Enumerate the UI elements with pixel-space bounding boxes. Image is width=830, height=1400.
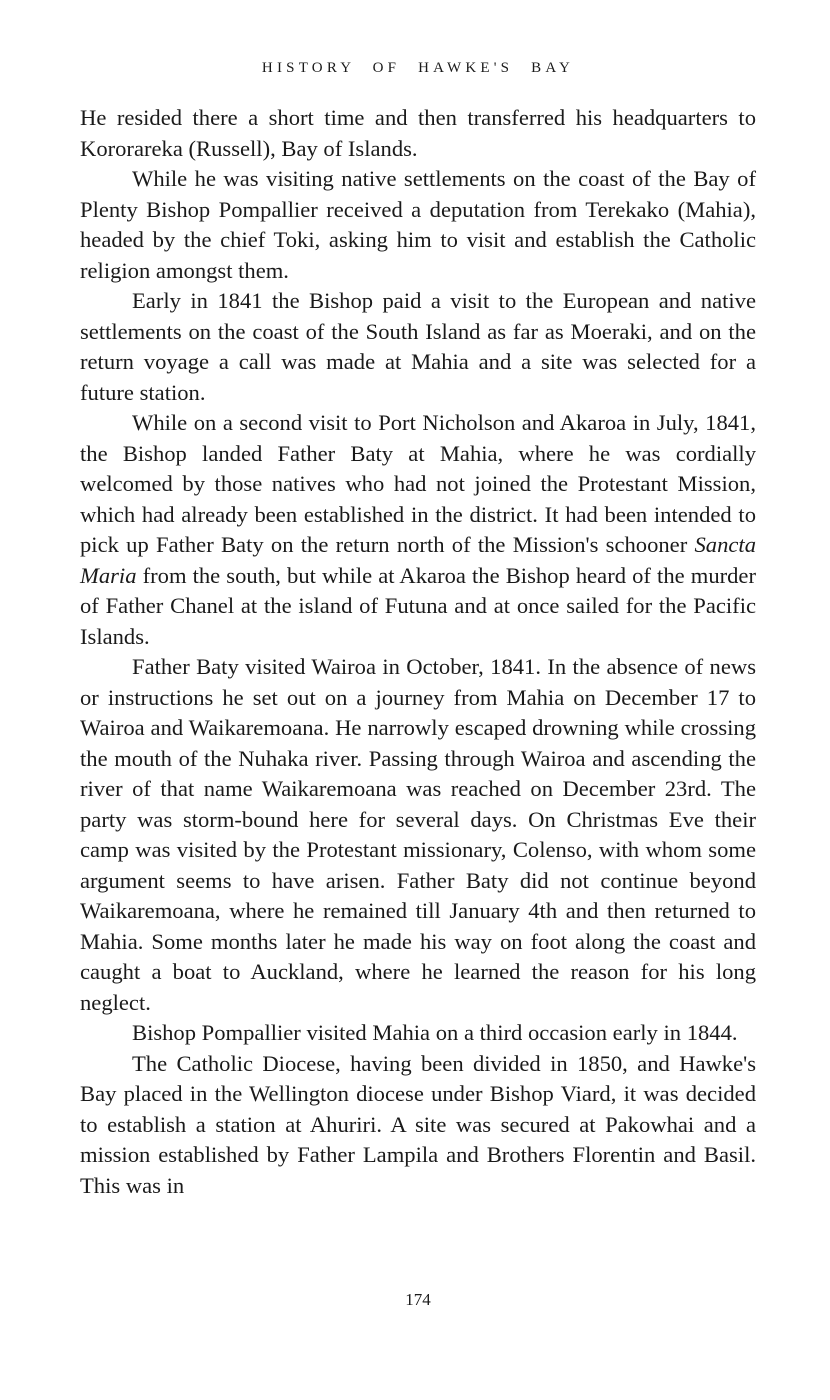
paragraph-4 (80, 408, 756, 652)
running-head: HISTORY OF HAWKE'S BAY (261, 60, 575, 76)
paragraph-2: While he was visiting native settlements on the coast of the Bay of Plenty Bishop Pompallier received a deputation from Terekako (Mahia), headed by the chief Toki, asking him to visit and establish the Catholic religion amongst them. (80, 166, 756, 283)
paragraph-3: Early in 1841 the Bishop paid a visit to the European and native settlements on the coast of the South Island as far as Moeraki, and on the return voyage a call was made at Mahia and a site was selected for a future station. (80, 288, 756, 405)
paragraph-5: Father Baty visited Wairoa in October, 1841. In the absence of news or instructions he set out on a journey from Mahia on December 17 to Wairoa and Waikaremoana. He narrowly escaped drowning while crossing the mouth of the Nuhaka river. Passing through Wairoa and ascending the river of that name Waikaremoana was reached on December 23rd. The party was storm-bound here for several days. On Christmas Eve their camp was visited by the Protestant missionary, Colenso, with whom some argument seems to have arisen. Father Baty did not continue beyond Waikaremoana, where he remained till January 4th and then returned to Mahia. Some months later he made his way on foot along the coast and caught a boat to Auckland, where he learned the reason for his long neglect. (80, 654, 756, 1015)
paragraph-7: The Catholic Diocese, having been divided in 1850, and Hawke's Bay placed in the Wellington diocese under Bishop Viard, it was decided to establish a station at Ahuriri. A site was secured at Pakowhai and a mission established by Father Lampila and Brothers Florentin and Basil. This was in (80, 1050, 756, 1198)
paragraph-4-text: While on a second visit to Port Nicholson and Akaroa in July, 1841, the Bishop landed Father Baty at Mahia, where he was cordially welcomed by those natives who had not joined the Protestant Mission, which had already been established in the district. It had been intended to pick up Father Baty on the return north of the Mission's schooner (80, 410, 756, 557)
page-number: 174 (405, 1290, 431, 1309)
book-page (80, 0, 756, 1400)
paragraph-6: Bishop Pompallier visited Mahia on a third occasion early in 1844. (132, 1020, 738, 1045)
ship-name: Sancta Maria (80, 532, 756, 588)
paragraph-4-continuation: from the south, but while at Akaroa the Bishop heard of the murder of Father Chanel at the island of Futuna and at once sailed for the Pacific Islands. (80, 562, 756, 649)
paragraph-1: He resided there a short time and then transferred his headquarters to Kororareka (Russell), Bay of Islands. (80, 105, 756, 161)
body-text (80, 103, 756, 1201)
